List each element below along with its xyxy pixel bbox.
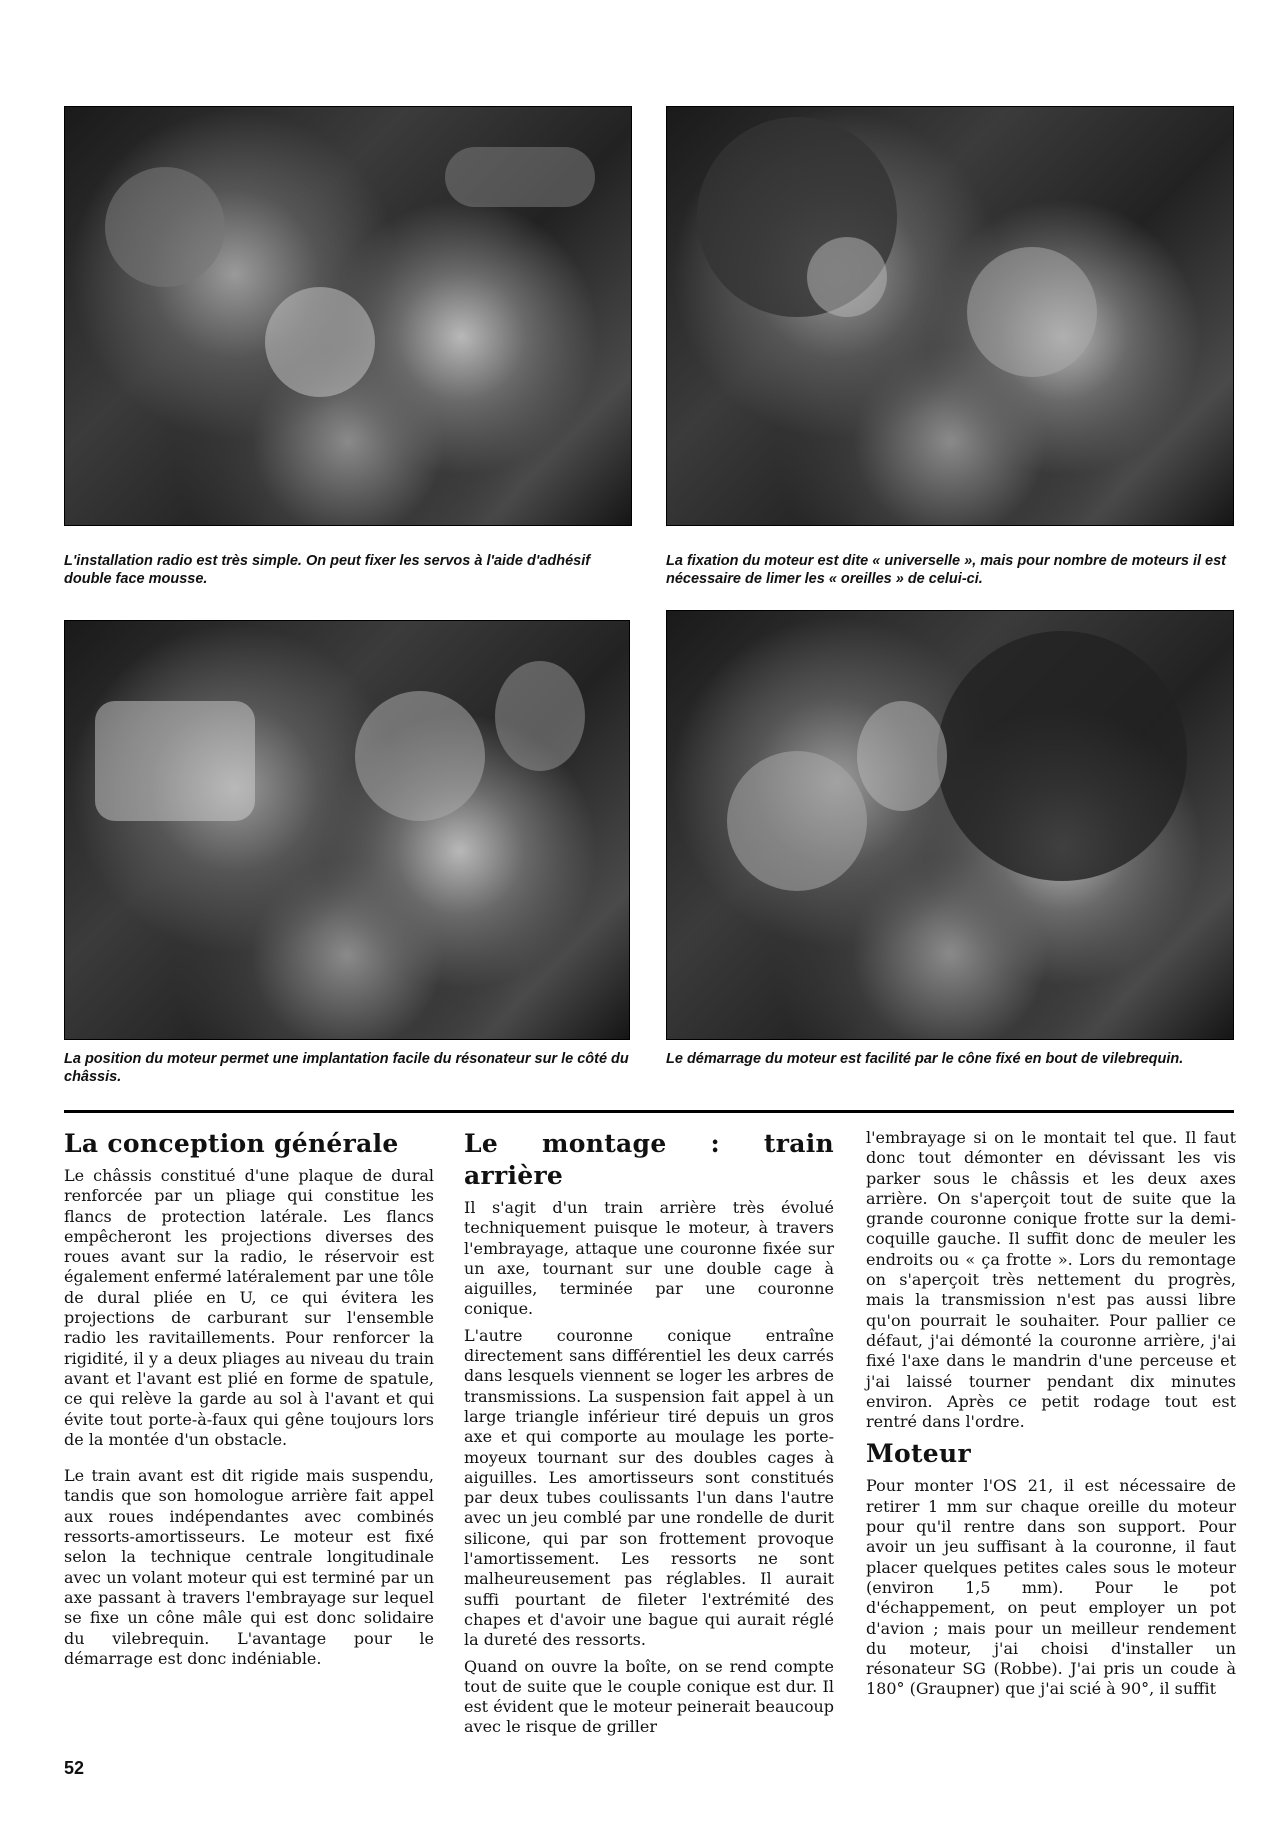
- article-column-3: [866, 1128, 1236, 1706]
- page-number: 52: [64, 1758, 85, 1778]
- photo-engine-position: [64, 620, 630, 1040]
- caption-radio-installation: L'installation radio est très simple. On peut fixer les servos à l'aide d'adhésif double face mousse.: [64, 553, 591, 587]
- paragraph: Le châssis constitué d'une plaque de dural renforcée par un pliage qui constitue les flancs de protection latérale. Les flancs empêcheront les projections diverses des roues avant sur la radio, le réservoir est également enfermé latéralement par une tôle de dural pliée en U, ce qui évitera les projections de carburant sur l'ensemble radio les ravitaillements. Pour renforcer la rigidité, il y a deux pliages au niveau du train avant et l'avant est plié en forme de spatule, ce qui relève la garde au sol à l'avant et qui évite tout porte-à-faux qui gêne toujours lors de la montée d'un obstacle.: [64, 1166, 434, 1449]
- photo-engine-mount: [666, 106, 1234, 526]
- paragraph: L'autre couronne conique entraîne directement sans différentiel les deux carrés dans lesquels viennent se loger les arbres de transmissions. La suspension fait appel à un large triangle inférieur tiré depuis un gros axe et qui comporte au moulage les porte-moyeux tournant sur des doubles cages à aiguilles. Les amortisseurs sont constitués par deux tubes coulissants l'un dans l'autre avec un jeu comblé par une rondelle de durit silicone, qui par son frottement provoque l'amortissement. Les ressorts ne sont malheureusement pas réglables. Il aurait suffi pourtant de fileter l'extrémité des chapes et d'avoir une bague qui aurait réglé la dureté des ressorts.: [464, 1325, 834, 1650]
- heading-moteur: Moteur: [866, 1439, 971, 1469]
- paragraph: Il s'agit d'un train arrière très évolué techniquement puisque le moteur, à travers l'embrayage, attaque une couronne fixée sur un axe, tournant sur une double cage à aiguilles, terminée par une couronne conique.: [464, 1198, 834, 1319]
- heading-montage-train-arriere: Le montage : train arrière: [464, 1129, 834, 1190]
- paragraph: Pour monter l'OS 21, il est nécessaire de retirer 1 mm sur chaque oreille du moteur pour qu'il rentre dans son support. Pour avoir un jeu suffisant à la couronne, il faut placer quelques petites cales sous le moteur (environ 1,5 mm). Pour le pot d'échappement, on peut employer un pot d'avion ; mais pour un meilleur rendement du moteur, j'ai choisi d'installer un résonateur SG (Robbe). J'ai pris un coude à 180° (Graupner) que j'ai scié à 90°, il suffit: [866, 1476, 1236, 1699]
- heading-conception-generale: La conception générale: [64, 1129, 399, 1158]
- caption-starting-cone: Le démarrage du moteur est facilité par le cône fixé en bout de vilebrequin.: [666, 1051, 1184, 1067]
- photo-radio-installation: [64, 106, 632, 526]
- photo-starting-cone: [666, 610, 1234, 1040]
- section-divider: [64, 1110, 1234, 1113]
- paragraph: l'embrayage si on le montait tel que. Il faut donc tout démonter en dévissant les vis parker sous le châssis et les deux axes arrière. On s'aperçoit tout de suite que la grande couronne conique frotte sur la demi-coquille gauche. Il suffit donc de meuler les endroits ou « ça frotte ». Lors du remontage on s'aperçoit très nettement du progrès, mais la transmission n'est pas aussi libre qu'on pourrait le souhaiter. Pour pallier ce défaut, j'ai démonté la couronne arrière, j'ai fixé l'axe dans le mandrin d'une perceuse et j'ai laissé tourner pendant dix minutes environ. Après ce petit rodage tout est rentré dans l'ordre.: [866, 1128, 1236, 1432]
- article-column-1: [64, 1128, 434, 1675]
- caption-engine-mount: La fixation du moteur est dite « universelle », mais pour nombre de moteurs il est nécessaire de limer les « oreilles » de celui-ci.: [666, 553, 1226, 587]
- paragraph: Quand on ouvre la boîte, on se rend compte tout de suite que le couple conique est dur. Il est évident que le moteur peinerait beaucoup avec le risque de griller: [464, 1656, 834, 1737]
- article-column-2: [464, 1128, 834, 1744]
- paragraph: Le train avant est dit rigide mais suspendu, tandis que son homologue arrière fait appel aux roues indépendantes avec combinés ressorts-amortisseurs. Le moteur est fixé selon la technique centrale longitudinale avec un volant moteur qui est terminé par un axe passant à travers l'embrayage sur lequel se fixe un cône mâle qui est donc solidaire du vilebrequin. L'avantage pour le démarrage est donc indéniable.: [64, 1466, 434, 1668]
- caption-engine-position: La position du moteur permet une implantation facile du résonateur sur le côté du châssis.: [64, 1051, 629, 1085]
